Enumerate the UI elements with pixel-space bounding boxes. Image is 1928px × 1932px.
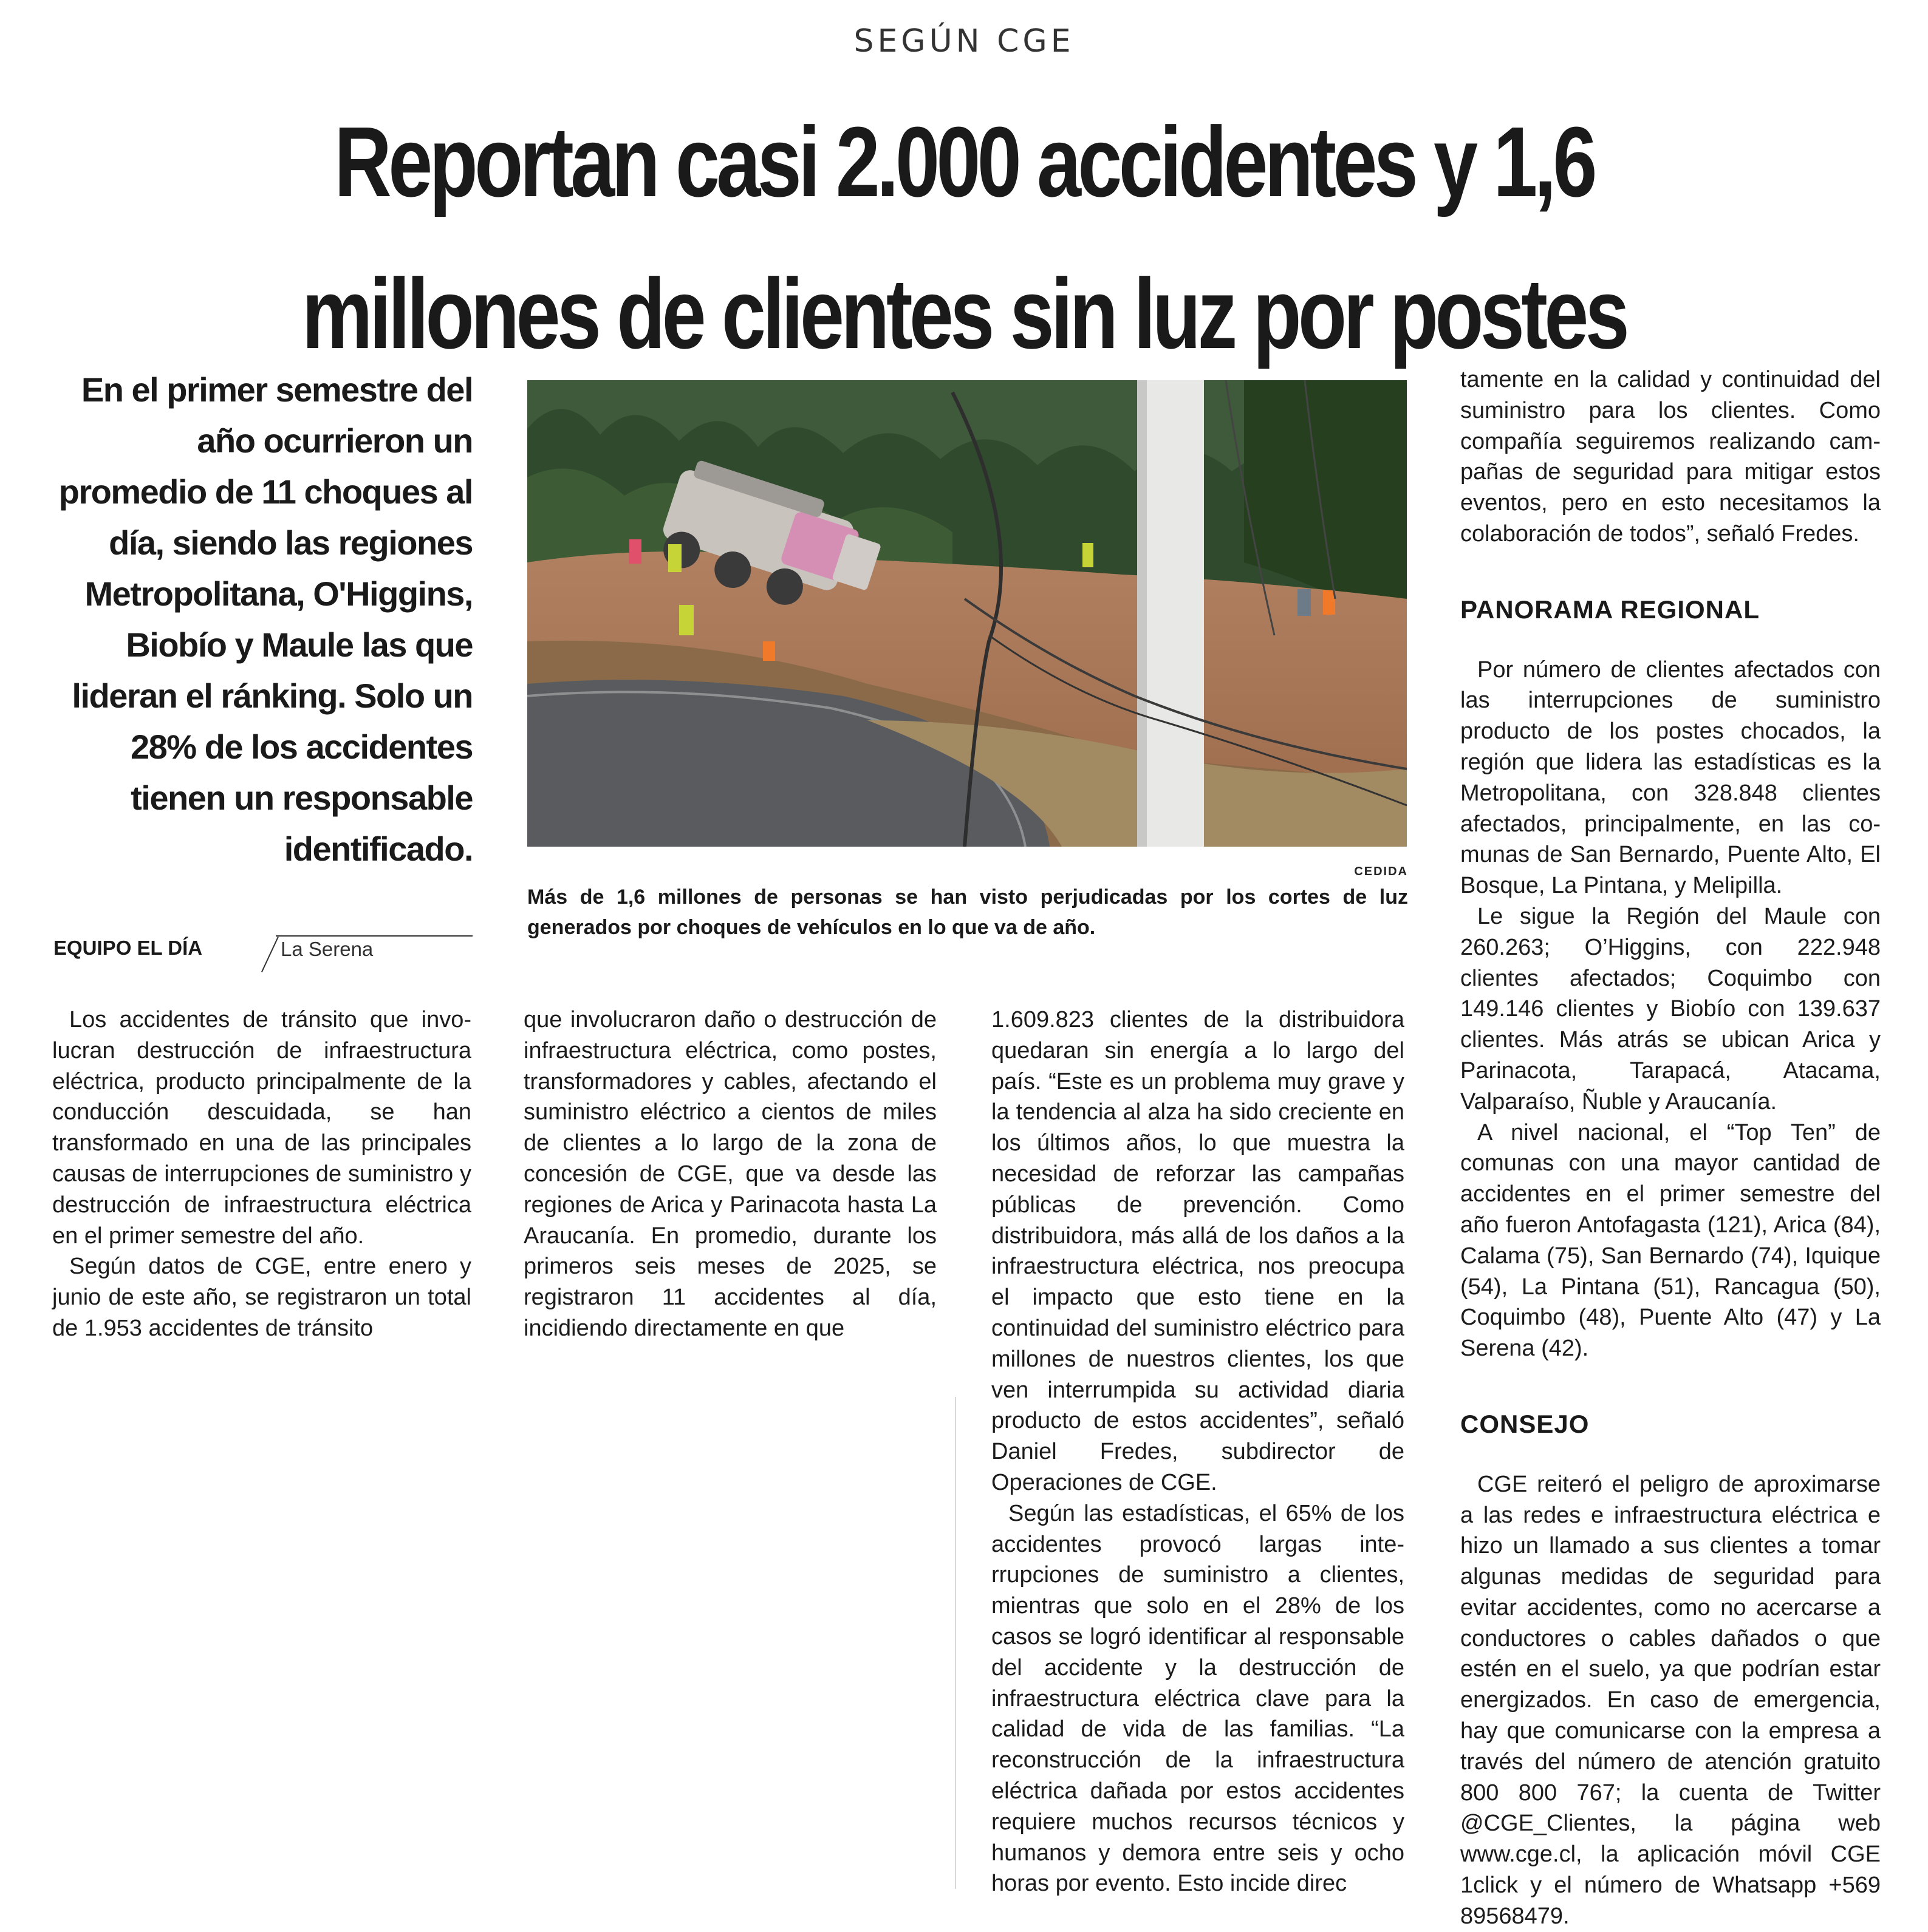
paragraph: Los accidentes de tránsito que involucran destrucción de infraestructura eléctrica, producto principalmente de la conducción descuidada, se han transformado en una de las principales causas de interrupciones de suministro y destrucción de infraestructura eléctrica en el primer semestre del año. [52,1007,471,1249]
byline-team: EQUIPO EL DÍA [53,937,203,959]
photo-credit: CEDIDA [1354,865,1408,878]
body-column-1 [52,1005,471,1344]
paragraph: Según datos de CGE, entre enero y junio de este año, se registraron un total de 1.953 accidentes de tránsito [52,1254,471,1341]
article-photo [527,380,1407,847]
byline [51,935,473,972]
body-column-4 [1460,364,1881,1932]
paragraph: Le sigue la Región del Maule con 260.263; O’Higgins, con 222.948 clientes afectados; Coquimbo con 149.146 clientes y Biobío con 139.637 clientes. Más atrás se ubican Arica y Parinacota, Tarapacá, Atacama, Valparaíso, Ñuble y Araucanía. [1460,903,1881,1114]
paragraph: tamente en la calidad y continuidad del suministro para los clientes. Como compañía seguiremos realizando campañas de seguridad para mitigar estos eventos, pero en esto necesitamos la colaboración de todos”, señaló Fredes. [1460,367,1881,547]
photo-caption: Más de 1,6 millones de personas se han visto perjudicadas por los cortes de luz generados por choques de vehículos en lo que va de año. [527,886,1408,939]
article-headline: Reportan casi 2.000 accidentes y 1,6 millones de clientes sin luz por postes [301,106,1627,369]
column-divider [955,1397,956,1889]
body-column-3 [991,1005,1404,1899]
body-column-2 [524,1005,937,1344]
paragraph: que involucraron daño o destrucción de infraestructura eléctrica, como postes, transformadores y cables, afectando el suministro eléctrico a cientos de miles de clientes a lo largo de la zona de concesión de CGE, que va desde las regiones de Arica y Parinacota hasta La Araucanía. En promedio, durante los primeros seis meses de 2025, se registraron 11 accidentes al día, incidiendo directamente en que [524,1007,937,1341]
byline-divider [261,937,279,972]
byline-rule [276,935,473,937]
paragraph: CGE reiteró el peligro de aproximarse a las redes e infraestructura eléctrica e hizo un llamado a sus clientes a tomar algunas medidas de seguridad para evitar accidentes, como no acercarse a conductores o cables dañados o que estén en el suelo, ya que podrían estar energizados. En caso de emergencia, hay que comunicarse con la empresa a través del número de atención gratuito 800 800 767; la cuenta de Twitter @CGE_Clientes, la página web www.cge.cl, la aplicación móvil CGE 1click y el número de Whatsapp +569 89568479. [1460,1471,1881,1929]
paragraph: 1.609.823 clientes de la distribuidora quedaran sin energía a lo largo del país. “Este es un problema muy grave y la tendencia al alza ha sido creciente en los últimos años, lo que muestra la necesidad de reforzar las campañas públicas de prevención. Como distribuidora, más allá de los daños a la infraestructura eléctrica, nos preocupa el impacto que esto tiene en la continuidad del suministro eléctrico para millones de nuestros clientes, los que ven interrumpida su actividad diaria producto de estos accidentes”, señaló Daniel Fredes, subdirector de Operaciones de CGE. [991,1007,1404,1495]
section-title-panorama-regional: PANORAMA REGIONAL [1460,595,1760,624]
article-standfirst: En el primer semestre del año ocurrieron un promedio de 11 choques al día, siendo las regiones Metropolitana, O'Higgins, Biobío y Maule las que lideran el ránking. Solo un 28% de los accidentes tienen un responsable identificado. [58,370,473,868]
byline-city: La Serena [281,938,374,960]
section-kicker: SEGÚN CGE [853,23,1075,60]
paragraph: Por número de clientes afectados con las interrupciones de suministro producto de los postes chocados, la región que lidera las estadísticas es la Metropolitana, con 328.848 clientes afectados, principalmente, en las comunas de San Bernardo, Puente Alto, El Bosque, La Pintana, y Melipilla. [1460,657,1881,899]
section-title-consejo: CONSEJO [1460,1409,1590,1438]
paragraph: Según las estadísticas, el 65% de los accidentes provocó largas interrupciones de suministro a clientes, mientras que solo en el 28% de los casos se logró identificar al responsable del accidente y la destrucción de infraestructura eléctrica clave para la calidad de vida de las familias. “La reconstrucción de la infraestructura eléctrica dañada por estos accidentes requiere muchos recursos técnicos y humanos y demora entre seis y ocho horas por evento. Esto incide direc [991,1500,1404,1897]
paragraph: A nivel nacional, el “Top Ten” de comunas con una mayor cantidad de accidentes en el primer semestre del año fueron Antofagasta (121), Arica (84), Calama (75), San Bernardo (74), Iquique (54), La Pintana (51), Rancagua (50), Coquimbo (48), Puente Alto (47) y La Serena (42). [1460,1119,1881,1362]
accident-scene-illustration [527,380,1407,847]
